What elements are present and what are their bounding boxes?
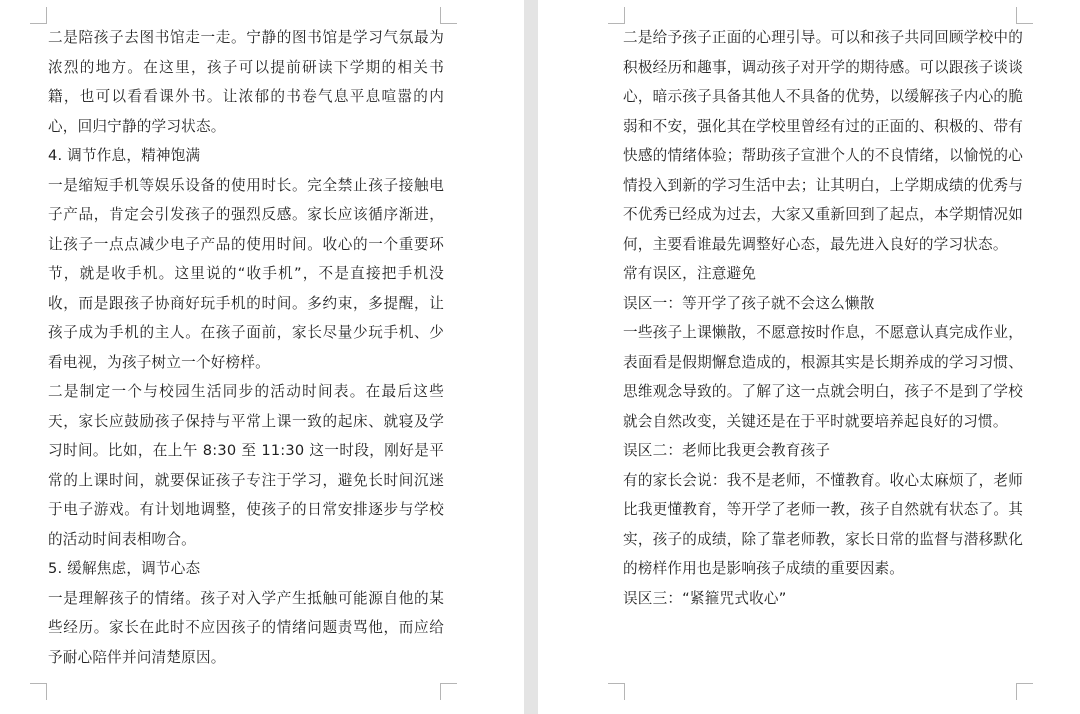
section-heading: 5. 缓解焦虑，调节心态 — [48, 560, 201, 577]
subheading: 误区二：老师比我更会教育孩子 — [623, 442, 831, 459]
document-page-left — [0, 0, 524, 714]
text-column — [48, 23, 444, 672]
corner-mark-top-right — [440, 7, 457, 24]
paragraph: 一是理解孩子的情绪。孩子对入学产生抵触可能源自他的某些经历。家长在此时不应因孩子的情绪问题责骂他，而应给予耐心陪伴并问清楚原因。 — [48, 589, 444, 666]
corner-mark-top-left — [30, 7, 47, 24]
paragraph: 一些孩子上课懒散，不愿意按时作息，不愿意认真完成作业，表面看是假期懈怠造成的，根源其实是长期养成的学习习惯、思维观念导致的。了解了这一点就会明白，孩子不是到了学校就会自然改变，关键还是在于平时就要培养起良好的习惯。 — [623, 324, 1023, 430]
paragraph: 二是制定一个与校园生活同步的活动时间表。在最后这些天，家长应鼓励孩子保持与平常上课一致的起床、就寝及学习时间。比如，在上午 8:30 至 11:30 这一时段，刚好是平常的上课时间，就要保证孩子专注于学习，避免长时间沉迷于电子游戏。有计划地调整，使孩子的日常安排逐步与学校的活动时间表相吻合。 — [48, 383, 444, 548]
paragraph: 一是缩短手机等娱乐设备的使用时长。完全禁止孩子接触电子产品，肯定会引发孩子的强烈反感。家长应该循序渐进，让孩子一点点减少电子产品的使用时间。收心的一个重要环节，就是收手机。这里说的“收手机”，不是直接把手机没收，而是跟孩子协商好玩手机的时间。多约束，多提醒，让孩子成为手机的主人。在孩子面前，家长尽量少玩手机、少看电视，为孩子树立一个好榜样。 — [48, 176, 444, 371]
corner-mark-bottom-left — [30, 683, 47, 700]
corner-mark-top-right — [1016, 7, 1033, 24]
section-heading: 常有误区，注意避免 — [623, 265, 757, 282]
corner-mark-bottom-right — [1016, 683, 1033, 700]
paragraph: 二是陪孩子去图书馆走一走。宁静的图书馆是学习气氛最为浓烈的地方。在这里，孩子可以提前研读下学期的相关书籍，也可以看看课外书。让浓郁的书卷气息平息喧嚣的内心，回归宁静的学习状态。 — [48, 29, 444, 135]
corner-mark-bottom-right — [440, 683, 457, 700]
paragraph: 有的家长会说：我不是老师，不懂教育。收心太麻烦了，老师比我更懂教育，等开学了老师一教，孩子自然就有状态了。其实，孩子的成绩，除了靠老师教，家长日常的监督与潜移默化的榜样作用也是影响孩子成绩的重要因素。 — [623, 471, 1023, 577]
paragraph: 二是给予孩子正面的心理引导。可以和孩子共同回顾学校中的积极经历和趣事，调动孩子对开学的期待感。可以跟孩子谈谈心，暗示孩子具备其他人不具备的优势，以缓解孩子内心的脆弱和不安，强化其在学校里曾经有过的正面的、积极的、带有快感的情绪体验；帮助孩子宣泄个人的不良情绪，以愉悦的心情投入到新的学习生活中去；让其明白，上学期成绩的优秀与不优秀已经成为过去，大家又重新回到了起点，本学期情况如何，主要看谁最先调整好心态，最先进入良好的学习状态。 — [623, 29, 1023, 253]
text-column — [623, 23, 1023, 613]
corner-mark-top-left — [608, 7, 625, 24]
document-page-right — [538, 0, 1080, 714]
subheading: 误区一：等开学了孩子就不会这么懒散 — [623, 294, 875, 312]
corner-mark-bottom-left — [608, 683, 625, 700]
page-gap — [524, 0, 538, 714]
section-heading: 4. 调节作息，精神饱满 — [48, 147, 201, 164]
subheading: 误区三：“紧箍咒式收心” — [623, 589, 787, 607]
